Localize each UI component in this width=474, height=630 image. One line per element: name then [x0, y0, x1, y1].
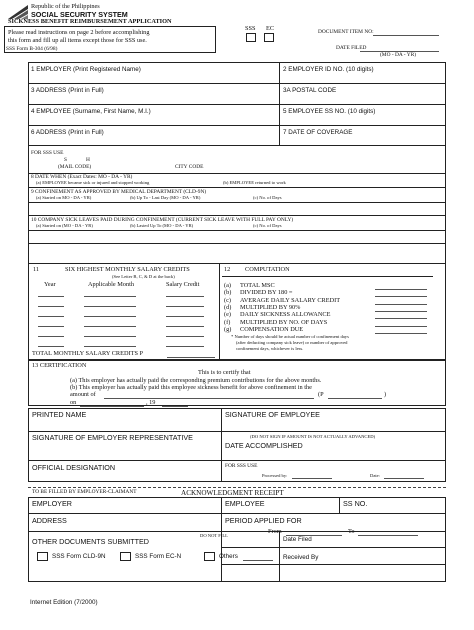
certification-b: (b) This employer has actually paid this employee sickness benefit for above confinement in the	[70, 384, 312, 391]
divider	[28, 513, 446, 514]
received-by-label: Received By	[283, 554, 319, 561]
city-code-label: CITY CODE	[175, 164, 204, 170]
cut-line	[28, 487, 446, 488]
official-designation-label: OFFICIAL DESIGNATION	[32, 463, 116, 472]
divider	[28, 125, 446, 126]
total-msc-field[interactable]	[167, 357, 215, 358]
mail-code-label: (MAIL CODE)	[58, 164, 92, 170]
receipt-title: ACKNOWLEDGMENT RECEIPT	[181, 489, 284, 497]
amount-of-label: amount of	[70, 391, 96, 398]
on-label: on	[70, 399, 77, 406]
computation-label: AVERAGE DAILY SALARY CREDIT	[240, 296, 341, 304]
col-year: Year	[44, 281, 56, 288]
salary-year-field[interactable]	[38, 316, 64, 317]
computation-number: 12	[224, 266, 231, 273]
divider	[339, 497, 340, 513]
computation-letter: (g)	[224, 325, 232, 333]
sick-leave-b: (b) Lasted Up To (MO - DA - YR)	[130, 223, 194, 228]
divider	[28, 83, 446, 84]
document-item-no-field[interactable]	[373, 35, 439, 36]
to-label: To	[348, 528, 355, 535]
ec-checkbox[interactable]	[264, 33, 274, 42]
others-label: Others	[219, 553, 238, 560]
printed-name-label: PRINTED NAME	[32, 410, 87, 419]
salary-year-field[interactable]	[38, 326, 64, 327]
salary-month-field[interactable]	[84, 336, 136, 337]
computation-value-field[interactable]	[375, 318, 427, 319]
salary-credit-field[interactable]	[166, 326, 204, 327]
republic-text: Republic of the Philippines	[31, 3, 100, 10]
salary-credit-field[interactable]	[166, 316, 204, 317]
salary-year-field[interactable]	[38, 336, 64, 337]
salary-section-number: 11	[33, 266, 40, 273]
instructions-line-2: this form and fill up all items except those for SSS use.	[8, 37, 147, 44]
processed-by-field[interactable]	[292, 478, 332, 479]
salary-month-field[interactable]	[84, 306, 136, 307]
sss-check-label: SSS	[245, 25, 256, 32]
receipt-date-filed-label: Date Filed	[283, 536, 312, 543]
salary-month-field[interactable]	[84, 296, 136, 297]
sick-leave-label: 10 COMPANY SICK LEAVES PAID DURING CONFINEMENT (CURRENT SICK LEAVE WITH FULL PAY ONLY)	[31, 217, 294, 223]
computation-value-field[interactable]	[375, 333, 427, 334]
form-number: SSS Form B-304 (6/98)	[6, 46, 58, 52]
employee-label: 4 EMPLOYEE (Surname, First Name, M.I.)	[31, 108, 151, 115]
confinement-label: 9 CONFINEMENT AS APPROVED BY MEDICAL DEPARTMENT (CLD-9N)	[31, 189, 207, 195]
computation-value-field[interactable]	[375, 296, 427, 297]
computation-letter: (e)	[224, 311, 231, 319]
footnote-3: confinement days, whichever is less.	[236, 346, 304, 351]
sig-rep-label: SIGNATURE OF EMPLOYER REPRESENTATIVE	[32, 433, 193, 442]
document-item-no-label: DOCUMENT ITEM NO:	[318, 29, 374, 35]
s-label: S	[64, 157, 67, 163]
period-applied-label: PERIOD APPLIED FOR	[225, 516, 302, 525]
date-when-a: (a) EMPLOYEE became sick or injured and stopped working	[36, 180, 150, 185]
instructions-line-1: Please read instructions on page 2 before accomplishing	[8, 29, 150, 36]
to-field[interactable]	[358, 535, 418, 536]
sig-employee-label: SIGNATURE OF EMPLOYEE	[225, 410, 320, 419]
year-field[interactable]	[162, 406, 188, 407]
other-docs-label: OTHER DOCUMENTS SUBMITTED	[32, 537, 149, 546]
do-not-fill-label: DO NOT FILL	[200, 533, 228, 538]
employer-id-label: 2 EMPLOYER ID NO. (10 digits)	[283, 66, 374, 73]
date-accomplished-label: DATE ACCOMPLISHED	[225, 441, 303, 450]
salary-year-field[interactable]	[38, 346, 64, 347]
others-field[interactable]	[243, 560, 273, 561]
divider	[28, 460, 446, 461]
date-filed-label: DATE FILED	[336, 45, 367, 51]
divider	[28, 243, 446, 244]
certification-label: 13 CERTIFICATION	[32, 362, 87, 369]
amount-words-field[interactable]	[104, 398, 314, 399]
processed-by-label: Processed by:	[262, 473, 288, 478]
receipt-employer-label: EMPLOYER	[32, 499, 72, 508]
salary-month-field[interactable]	[84, 326, 136, 327]
divider	[28, 145, 446, 146]
sick-leave-a: (a) Started on (MO - DA - YR)	[36, 223, 93, 228]
employee-address-label: 6 ADDRESS (Print in Full)	[31, 129, 104, 136]
confinement-b: (b) Up To - Last Day (MO - DA - YR)	[130, 195, 201, 200]
computation-label: COMPENSATION DUE	[240, 325, 304, 333]
computation-label: MULTIPLIED BY NO. OF DAYS	[240, 318, 328, 326]
edition-label: Internet Edition (7/2000)	[30, 599, 98, 606]
computation-title: COMPUTATION	[245, 266, 290, 273]
ec-check-label: EC	[266, 25, 275, 32]
salary-note: (See Letter B, C, & D at the back)	[112, 274, 175, 279]
ecn-label: SSS Form EC-N	[135, 553, 182, 560]
footnote-2: (after deducting company sick leave) or number of approved	[236, 340, 348, 345]
certification-intro: This is to certify that	[198, 369, 251, 376]
computation-label: TOTAL MSC	[240, 282, 275, 289]
divider	[28, 104, 446, 105]
receipt-address-label: ADDRESS	[32, 516, 67, 525]
date-when-b: (b) EMPLOYEE returned to work	[223, 180, 286, 185]
for-sss-use-label: FOR SSS USE	[31, 150, 64, 156]
computation-value-field[interactable]	[375, 311, 427, 312]
salary-credit-field[interactable]	[166, 306, 204, 307]
sss-logo	[8, 3, 28, 19]
salary-credit-field[interactable]	[166, 346, 204, 347]
computation-label: DIVIDED BY 180 =	[240, 289, 293, 297]
divider	[28, 187, 446, 188]
receipt-employee-label: EMPLOYEE	[225, 499, 265, 508]
cld9n-label: SSS Form CLD-9N	[52, 553, 106, 560]
salary-year-field[interactable]	[38, 296, 64, 297]
cld9n-checkbox[interactable]	[37, 552, 48, 561]
salary-month-field[interactable]	[84, 346, 136, 347]
amount-p-close: )	[384, 391, 387, 398]
ecn-checkbox[interactable]	[120, 552, 131, 561]
agency-name: SOCIAL SECURITY SYSTEM	[31, 10, 128, 19]
divider	[28, 263, 446, 264]
form-title: SICKNESS BENEFIT REIMBURSEMENT APPLICATION	[8, 18, 172, 25]
divider	[221, 497, 222, 582]
on-date-field[interactable]	[80, 406, 144, 407]
computation-value-field[interactable]	[375, 326, 427, 327]
divider	[279, 531, 280, 582]
employee-ss-label: 5 EMPLOYEE SS NO. (10 digits)	[283, 108, 376, 115]
salary-month-field[interactable]	[84, 316, 136, 317]
computation-letter: (b)	[224, 289, 232, 297]
employer-label: 1 EMPLOYER (Print Registered Name)	[31, 66, 141, 73]
sss-date-label: Date:	[370, 473, 380, 478]
coverage-label: 7 DATE OF COVERAGE	[283, 129, 353, 136]
sss-date-field[interactable]	[384, 478, 424, 479]
divider	[28, 531, 446, 532]
certification-a: (a) This employer has actually paid the corresponding premium contributions for the above months.	[70, 377, 322, 384]
amount-figure-field[interactable]	[328, 398, 382, 399]
sss-use-label: FOR SSS USE	[225, 463, 258, 469]
divider	[221, 408, 222, 482]
postal-code-label: 3A POSTAL CODE	[283, 87, 337, 94]
col-month: Applicable Month	[88, 281, 134, 288]
computation-letter: (d)	[224, 303, 232, 311]
h-label: H	[86, 157, 90, 163]
divider	[28, 215, 446, 216]
amount-p-open: (P	[318, 391, 324, 398]
footnote-1: * Number of days should be actual number of confinement days	[231, 334, 349, 339]
divider	[28, 230, 446, 231]
confinement-a: (a) Started on MO - DA - YR)	[36, 195, 92, 200]
confinement-c: (c) No. of Days	[253, 195, 282, 200]
total-msc-label: TOTAL MONTHLY SALARY CREDITS P	[32, 350, 144, 357]
divider	[219, 263, 220, 360]
col-credit: Salary Credit	[166, 281, 200, 288]
computation-letter: (c)	[224, 296, 231, 304]
computation-label: MULTIPLIED BY 90%	[240, 303, 301, 311]
receipt-ss-no-label: SS NO.	[343, 499, 368, 508]
others-checkbox[interactable]	[204, 552, 215, 561]
computation-letter: (a)	[224, 282, 231, 289]
computation-value-field[interactable]	[375, 304, 427, 305]
year-label: , 19	[146, 399, 156, 406]
divider	[28, 431, 446, 432]
salary-credit-field[interactable]	[166, 336, 204, 337]
divider	[221, 547, 446, 548]
to-be-filled-label: TO BE FILLED BY EMPLOYER-CLAIMANT	[32, 489, 137, 495]
date-filed-format: (MO - DA - YR)	[380, 52, 417, 58]
date-when-label: 8 DATE WHEN (Exact Dates: MO - DA - YR)	[31, 174, 133, 180]
salary-section-title: SIX HIGHEST MONTHLY SALARY CREDITS	[65, 266, 190, 273]
computation-label: DAILY SICKNESS ALLOWANCE	[240, 311, 331, 319]
divider	[28, 202, 446, 203]
computation-letter: (f)	[224, 318, 231, 326]
address-label: 3 ADDRESS (Print in Full)	[31, 87, 104, 94]
do-not-sign-note: (DO NOT SIGN IF AMOUNT IS NOT ACTUALLY ADVANCED)	[250, 434, 376, 439]
divider	[222, 276, 433, 277]
sick-leave-c: (c) No. of Days	[253, 223, 282, 228]
salary-credit-field[interactable]	[166, 296, 204, 297]
sss-checkbox[interactable]	[246, 33, 256, 42]
computation-value-field[interactable]	[375, 289, 427, 290]
salary-year-field[interactable]	[38, 306, 64, 307]
divider	[221, 564, 446, 565]
from-label: From	[268, 528, 282, 535]
